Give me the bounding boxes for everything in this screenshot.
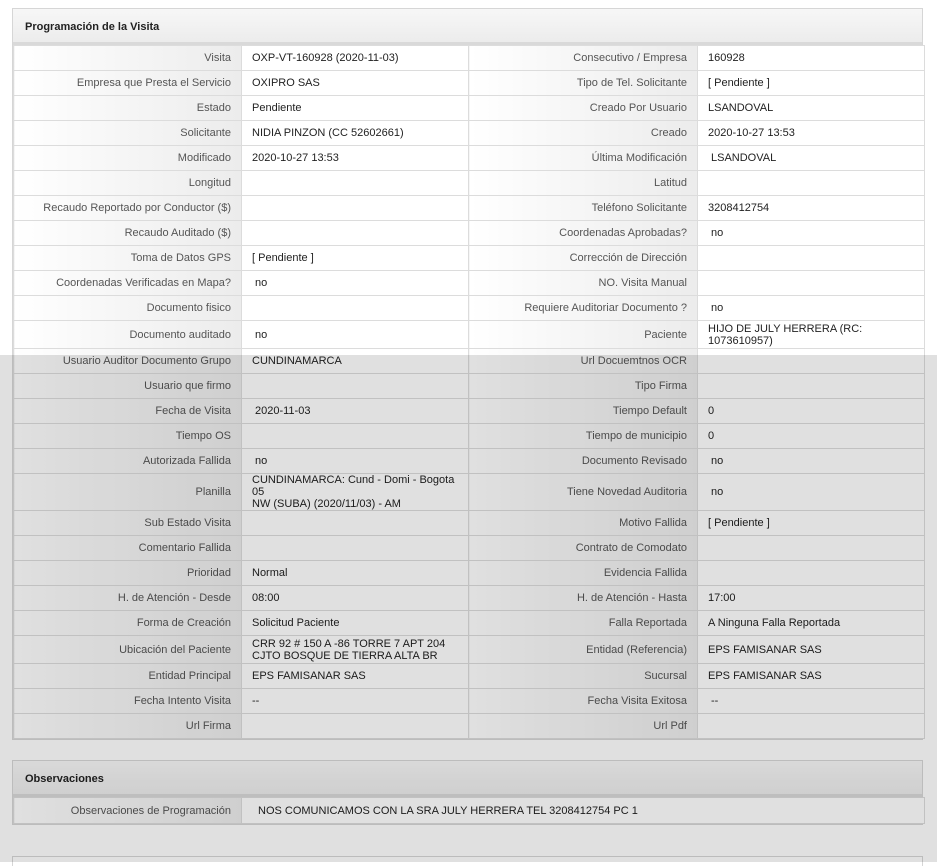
detail-row <box>14 321 925 349</box>
detail-row <box>14 689 925 714</box>
field-label: Url Pdf <box>469 714 698 739</box>
field-value: NIDIA PINZON (CC 52602661) <box>242 121 469 146</box>
field-value: no <box>698 449 925 474</box>
detail-row <box>14 611 925 636</box>
detail-row <box>14 374 925 399</box>
field-label: Falla Reportada <box>469 611 698 636</box>
field-label: Empresa que Presta el Servicio <box>14 71 242 96</box>
detail-row <box>14 636 925 664</box>
detail-row <box>14 511 925 536</box>
detail-row <box>14 71 925 96</box>
field-label: Ubicación del Paciente <box>14 636 242 664</box>
field-value-multiline <box>242 474 469 511</box>
field-value: [ Pendiente ] <box>698 511 925 536</box>
field-label: Última Modificación <box>469 146 698 171</box>
detail-row <box>14 561 925 586</box>
detail-row <box>14 536 925 561</box>
field-value: no <box>242 271 469 296</box>
field-label: Consecutivo / Empresa <box>469 46 698 71</box>
detail-row <box>14 221 925 246</box>
field-label: Coordenadas Aprobadas? <box>469 221 698 246</box>
field-value <box>242 536 469 561</box>
field-label: Longitud <box>14 171 242 196</box>
observations-table <box>13 797 925 824</box>
field-label: Creado Por Usuario <box>469 96 698 121</box>
field-label: Url Docuemtnos OCR <box>469 349 698 374</box>
patient-line-1: HIJO DE JULY HERRERA (RC: <box>708 322 863 335</box>
detail-row <box>14 449 925 474</box>
field-value: -- <box>698 689 925 714</box>
field-value: 0 <box>698 399 925 424</box>
field-value: -- <box>242 689 469 714</box>
field-value <box>242 424 469 449</box>
field-value: no <box>242 449 469 474</box>
field-label: Recaudo Reportado por Conductor ($) <box>14 196 242 221</box>
observation-row <box>14 798 925 824</box>
field-value: [ Pendiente ] <box>242 246 469 271</box>
field-label: Fecha Intento Visita <box>14 689 242 714</box>
detail-row <box>14 424 925 449</box>
field-label: Comentario Fallida <box>14 536 242 561</box>
field-label: Planilla <box>14 474 242 511</box>
field-value: 2020-10-27 13:53 <box>242 146 469 171</box>
field-label: Creado <box>469 121 698 146</box>
field-label: Estado <box>14 96 242 121</box>
field-value: 08:00 <box>242 586 469 611</box>
field-label: Paciente <box>469 321 698 349</box>
detail-row <box>14 146 925 171</box>
field-value: [ Pendiente ] <box>698 71 925 96</box>
detail-row <box>14 271 925 296</box>
field-label: Url Firma <box>14 714 242 739</box>
detail-row <box>14 586 925 611</box>
field-label: Requiere Auditoriar Documento ? <box>469 296 698 321</box>
field-value: 2020-10-27 13:53 <box>698 121 925 146</box>
field-value: 2020-11-03 <box>242 399 469 424</box>
location-line-1: CRR 92 # 150 A -86 TORRE 7 APT 204 <box>252 637 446 650</box>
field-value: EPS FAMISANAR SAS <box>698 636 925 664</box>
field-value: 0 <box>698 424 925 449</box>
field-label: Fecha de Visita <box>14 399 242 424</box>
field-value <box>242 714 469 739</box>
field-value: LSANDOVAL <box>698 96 925 121</box>
field-value <box>698 374 925 399</box>
field-label: Contrato de Comodato <box>469 536 698 561</box>
field-value: 17:00 <box>698 586 925 611</box>
field-value: EPS FAMISANAR SAS <box>698 664 925 689</box>
field-label: Tiempo OS <box>14 424 242 449</box>
detail-row <box>14 474 925 511</box>
field-label: Tiene Novedad Auditoria <box>469 474 698 511</box>
field-label: Prioridad <box>14 561 242 586</box>
field-value <box>242 374 469 399</box>
field-label: Documento Revisado <box>469 449 698 474</box>
field-label: Teléfono Solicitante <box>469 196 698 221</box>
field-label: NO. Visita Manual <box>469 271 698 296</box>
field-value: EPS FAMISANAR SAS <box>242 664 469 689</box>
location-line-2: CJTO BOSQUE DE TIERRA ALTA BR <box>252 649 438 662</box>
field-value: Normal <box>242 561 469 586</box>
field-value <box>698 246 925 271</box>
field-label: Recaudo Auditado ($) <box>14 221 242 246</box>
detail-row <box>14 96 925 121</box>
field-value: LSANDOVAL <box>698 146 925 171</box>
field-label: Usuario que firmo <box>14 374 242 399</box>
field-value <box>698 271 925 296</box>
field-value: no <box>698 474 925 511</box>
field-value <box>698 714 925 739</box>
field-label: Entidad Principal <box>14 664 242 689</box>
field-label: Autorizada Fallida <box>14 449 242 474</box>
field-label: Solicitante <box>14 121 242 146</box>
field-value-multiline <box>242 636 469 664</box>
detail-row <box>14 399 925 424</box>
field-value-multiline <box>698 321 925 349</box>
planilla-line-1: CUNDINAMARCA: Cund - Domi - Bogota 05 <box>252 474 455 498</box>
field-label: Modificado <box>14 146 242 171</box>
detail-row <box>14 664 925 689</box>
visit-details-table <box>13 45 925 739</box>
field-label: Latitud <box>469 171 698 196</box>
detail-row <box>14 296 925 321</box>
visit-schedule-panel <box>12 8 923 740</box>
field-value: 3208412754 <box>698 196 925 221</box>
observations-panel <box>12 760 923 825</box>
field-label: Tipo de Tel. Solicitante <box>469 71 698 96</box>
planilla-line-2: NW (SUBA) (2020/11/03) - AM <box>252 498 401 510</box>
detail-row <box>14 121 925 146</box>
detail-row <box>14 349 925 374</box>
field-value: no <box>698 221 925 246</box>
field-value: Pendiente <box>242 96 469 121</box>
field-label: Corrección de Dirección <box>469 246 698 271</box>
field-label: Sub Estado Visita <box>14 511 242 536</box>
field-label: Tiempo de municipio <box>469 424 698 449</box>
patient-line-2: 1073610957) <box>708 334 773 347</box>
visit-schedule-title: Programación de la Visita <box>13 9 922 45</box>
field-value <box>698 171 925 196</box>
detail-row <box>14 196 925 221</box>
field-value: 160928 <box>698 46 925 71</box>
field-label: Coordenadas Verificadas en Mapa? <box>14 271 242 296</box>
field-label: Forma de Creación <box>14 611 242 636</box>
field-value <box>242 511 469 536</box>
field-label: Tipo Firma <box>469 374 698 399</box>
field-value: Solicitud Paciente <box>242 611 469 636</box>
field-label: Motivo Fallida <box>469 511 698 536</box>
field-label: Fecha Visita Exitosa <box>469 689 698 714</box>
field-value <box>698 536 925 561</box>
field-value <box>242 296 469 321</box>
detail-row <box>14 46 925 71</box>
field-label: Evidencia Fallida <box>469 561 698 586</box>
detail-row <box>14 171 925 196</box>
field-value <box>242 171 469 196</box>
field-value: no <box>242 321 469 349</box>
field-label: Documento auditado <box>14 321 242 349</box>
field-value <box>698 561 925 586</box>
field-label: H. de Atención - Hasta <box>469 586 698 611</box>
field-value <box>698 349 925 374</box>
detail-row <box>14 714 925 739</box>
field-value: CUNDINAMARCA <box>242 349 469 374</box>
field-label: Entidad (Referencia) <box>469 636 698 664</box>
field-value <box>242 196 469 221</box>
field-value <box>242 221 469 246</box>
field-value: OXIPRO SAS <box>242 71 469 96</box>
field-label: Usuario Auditor Documento Grupo <box>14 349 242 374</box>
detail-row <box>14 246 925 271</box>
field-label: Visita <box>14 46 242 71</box>
field-label: Toma de Datos GPS <box>14 246 242 271</box>
field-label: Tiempo Default <box>469 399 698 424</box>
field-label: Sucursal <box>469 664 698 689</box>
field-value: A Ninguna Falla Reportada <box>698 611 925 636</box>
field-label: H. de Atención - Desde <box>14 586 242 611</box>
field-label: Documento fisico <box>14 296 242 321</box>
observation-label: Observaciones de Programación <box>14 798 242 824</box>
observations-title: Observaciones <box>13 761 922 797</box>
observation-value: NOS COMUNICAMOS CON LA SRA JULY HERRERA TEL 3208412754 PC 1 <box>242 798 925 824</box>
field-value: no <box>698 296 925 321</box>
next-panel-edge <box>12 856 923 866</box>
field-value: OXP-VT-160928 (2020-11-03) <box>242 46 469 71</box>
